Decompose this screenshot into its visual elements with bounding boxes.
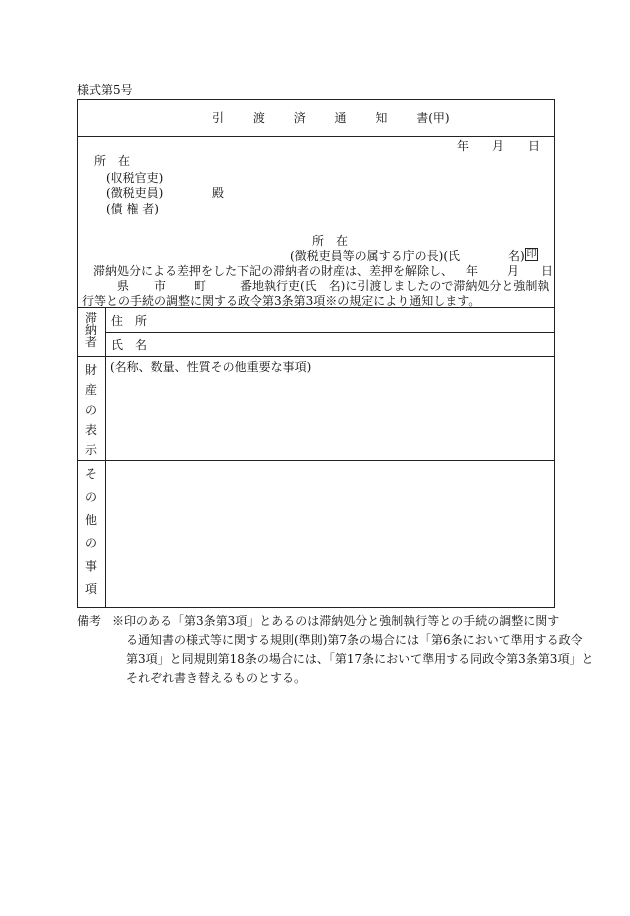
title-char: 知 <box>375 111 388 125</box>
delinquent-header <box>83 312 99 348</box>
notice-town: 町 <box>194 279 207 293</box>
remarks-line-3: 第3項」と同規則第18条の場合には、「第17条において準用する同政令第3条第3項」と <box>126 652 594 666</box>
notice-month: 月 <box>507 264 520 278</box>
notice-city: 市 <box>154 279 167 293</box>
header-char: 者 <box>84 335 97 349</box>
addressee-address-label: 所 在 <box>94 154 131 168</box>
header-char: の <box>84 403 97 417</box>
addressee-tax-official: (収税官吏) <box>106 171 164 185</box>
delinquent-name-label: 氏 名 <box>111 338 148 352</box>
addressee-honorific: 殿 <box>212 186 225 200</box>
remarks-label: 備考 <box>77 614 102 628</box>
title-char: 渡 <box>252 111 265 125</box>
header-char: の <box>84 490 97 504</box>
date-year: 年 <box>457 139 470 153</box>
remarks-line-2: る通知書の様式等に関する規則(準則)第7条の場合には「第6条において準用する政令 <box>126 633 583 647</box>
document-title <box>212 112 450 124</box>
property-divider <box>77 460 555 461</box>
header-char: 滞 <box>84 311 97 325</box>
title-char: 通 <box>334 111 347 125</box>
remarks-line-4: それぞれ書き替えるものとする。 <box>126 671 307 685</box>
header-char: 納 <box>84 323 97 337</box>
header-column-divider <box>105 307 106 608</box>
notice-year: 年 <box>466 264 479 278</box>
delinquent-address-label: 住 所 <box>111 314 148 328</box>
header-char: そ <box>84 467 97 481</box>
addressee-collector: (徴税吏員) <box>106 186 164 200</box>
title-char: 引 <box>212 111 225 125</box>
header-char: 産 <box>84 383 97 397</box>
title-char: 済 <box>293 111 306 125</box>
header-char: 財 <box>84 363 97 377</box>
title-divider <box>77 136 555 137</box>
header-char: 事 <box>84 559 97 573</box>
notice-line-1: 滞納処分による差押をした下記の滞納者の財産は、差押を解除し、 <box>93 264 454 278</box>
header-char: 示 <box>84 443 97 457</box>
date-month: 月 <box>492 139 505 153</box>
notice-line-2: 番地執行吏(氏 名)に引渡しましたので滞納処分と強制執 <box>240 279 550 293</box>
address-name-divider <box>105 332 555 333</box>
other-matters-header <box>83 468 99 606</box>
title-char: 書(甲) <box>416 111 450 125</box>
property-description-note: (名称、数量、性質その他重要な事項) <box>110 360 312 374</box>
property-header <box>83 364 99 464</box>
date-day: 日 <box>528 139 541 153</box>
notice-line-3: 行等との手続の調整に関する政令第3条第3項※の規定により通知します。 <box>82 294 481 308</box>
sender-agency-head: (徴税吏員等の属する庁の長)(氏 <box>290 249 461 263</box>
addressee-creditor: (債 権 者) <box>106 202 159 216</box>
sender-address-label: 所 在 <box>312 234 349 248</box>
header-char: の <box>84 536 97 550</box>
notice-prefecture: 県 <box>117 279 130 293</box>
sender-name-suffix: 名) <box>508 249 525 263</box>
delinquent-divider <box>77 356 555 357</box>
header-char: 表 <box>84 423 97 437</box>
form-number: 様式第5号 <box>77 83 133 97</box>
header-char: 項 <box>84 582 97 596</box>
seal-mark: 印 <box>526 249 537 260</box>
remarks-line-1: ※印のある「第3条第3項」とあるのは滞納処分と強制執行等との手続の調整に関す <box>112 614 560 628</box>
header-char: 他 <box>84 513 97 527</box>
notice-day: 日 <box>541 264 554 278</box>
